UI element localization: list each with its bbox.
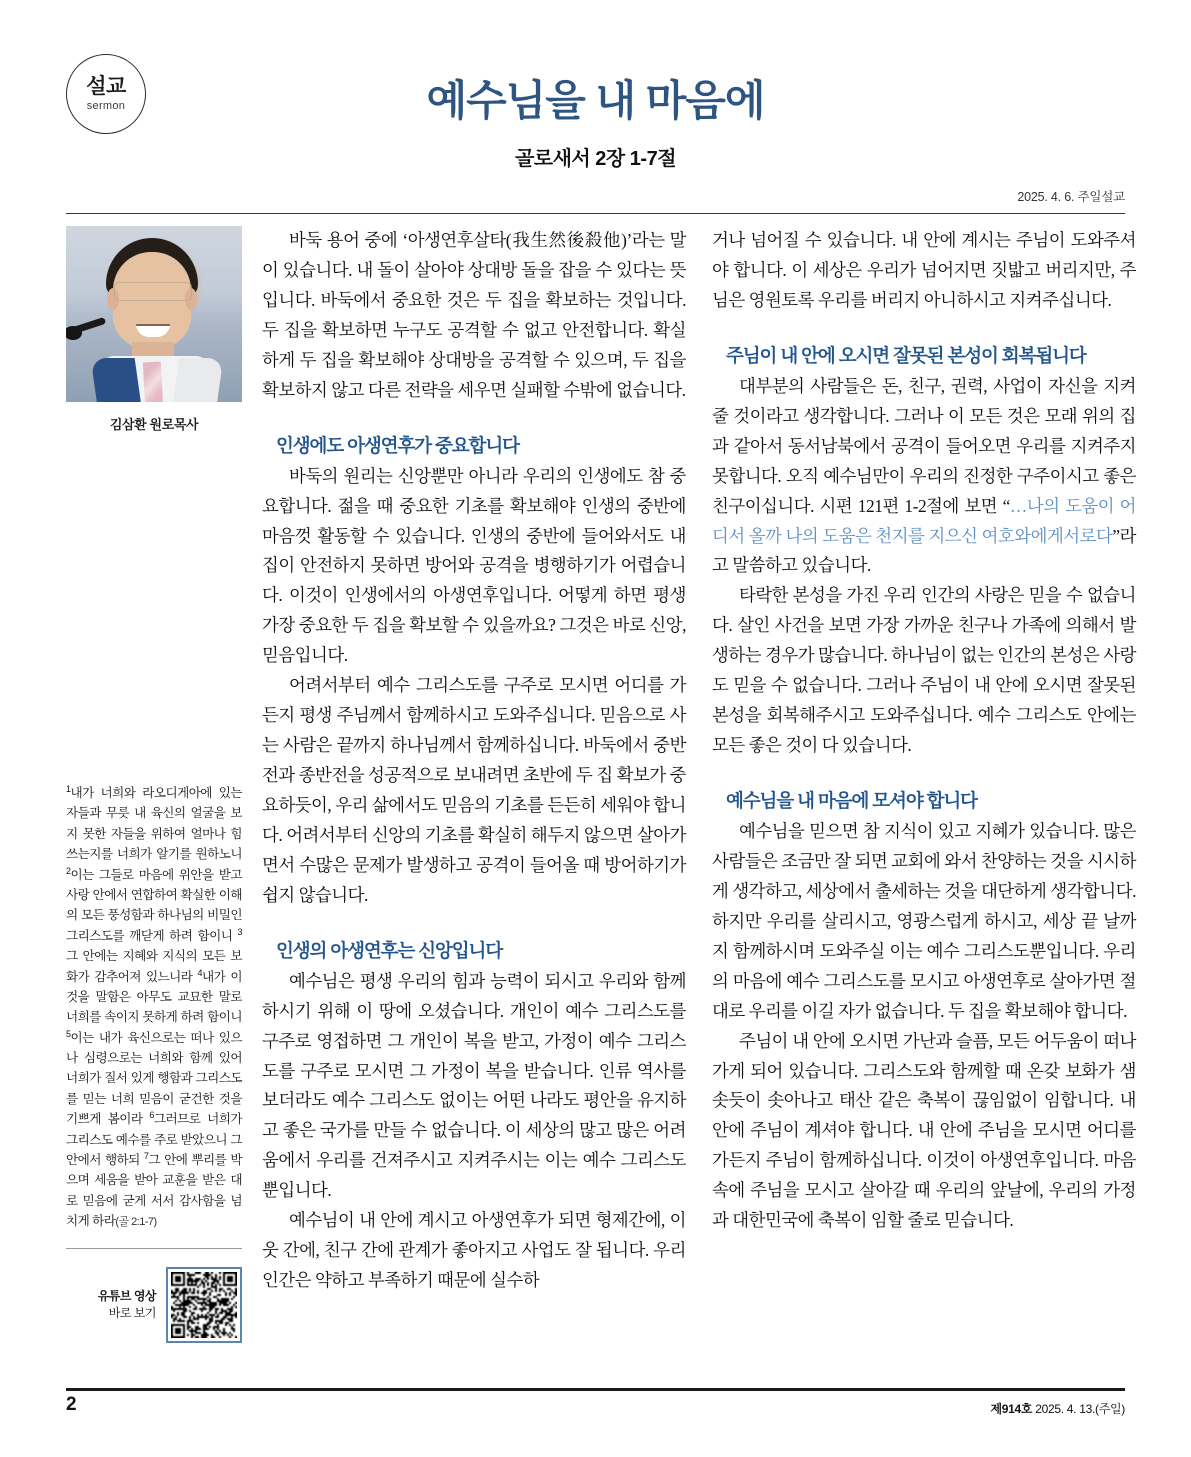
qr-code-canvas[interactable] [171, 1272, 237, 1338]
verse-number: 4 [197, 967, 203, 978]
footer-issue-number: 제914호 [990, 1402, 1033, 1416]
body-paragraph: 예수님은 평생 우리의 힘과 능력이 되시고 우리와 함께하시기 위해 이 땅에 오셨습니다. 개인이 예수 그리스도를 구주로 영접하면 그 개인이 복을 받고, 가정이 예수 그리스도를 구주로 모시면 그 가정이 복을 받습니다. 인류 역사를 보더라도 예수 그리스도 없이는 어떤 나라도 평안을 유지하고 좋은 국가를 만들 수 없습니다. 이 세상의 많고 많은 어려움에서 우리를 건져주시고 지켜주시는 이는 예수 그리스도뿐입니다. [262, 970, 686, 1201]
preacher-photo [66, 226, 242, 402]
footer-issue-date: 2025. 4. 13.(주일) [1035, 1402, 1125, 1416]
verse-number: 3 [237, 926, 242, 937]
article-column-right [712, 226, 1136, 1236]
body-paragraph: 타락한 본성을 가진 우리 인간의 사랑은 믿을 수 없습니다. 살인 사건을 보면 가장 가까운 친구나 가족에 의해서 발생하는 경우가 많습니다. 하나님이 없는 인간의 본성은 사랑도 믿을 수 없습니다. 그러나 주님이 내 안에 오시면 잘못된 본성을 회복해주시고 도와주십니다. 예수 그리스도 안에는 모든 좋은 것이 다 있습니다. [712, 585, 1136, 756]
verse-number: 1 [66, 783, 71, 794]
scripture-passage: $^1$내가 너희와 라오디게아에 있는 자들과 무릇 내 육신의 얼굴을 보지 못한 자들을 위하여 얼마나 힘쓰는지를 너희가 알기를 원하노니 $^2$이는 그들로 마음에 위안을 받고 사랑 안에서 연합하여 확실한 이해의 모든 풍성함과 하나님의 비밀인 그리스도를 깨닫게 하려 함이니 $^3$그 안에는 지혜와 지식의 모든 보화가 감추어져 있느니라 $^4$내가 이것을 말함은 아무도 교묘한 말로 너희를 속이지 못하게 하려 함이니 $^5$이는 내가 육신으로는 떠나 있으나 심령으로는 너희와 함께 있어 너희가 질서 있게 행함과 그리스도를 믿는 너희 믿음이 굳건한 것을 기쁘게 봄이라 $^6$그러므로 너희가 그리스도 예수를 주로 받았으니 그 안에서 행하되 $^7$그 안에 뿌리를 박으며 세움을 받아 교훈을 받은 대로 믿음에 굳게 서서 감사함을 넘치게 하라(골 2:1-7) [66, 783, 242, 1229]
qr-label-bold: 유튜브 영상 [97, 1288, 156, 1303]
photo-caption: 김삼환 원로목사 [109, 417, 199, 432]
glasses-icon [114, 282, 192, 301]
verse-number: 7 [143, 1150, 149, 1161]
youtube-qr-block[interactable] [66, 1267, 242, 1343]
footer-issue-info [990, 1400, 1125, 1417]
body-paragraph: 예수님을 믿으면 참 지식이 있고 지혜가 있습니다. 많은 사람들은 조금만 잘 되면 교회에 와서 찬양하는 것을 시시하게 생각하고, 세상에서 출세하는 것을 대단하게 생각합니다. 하지만 우리를 살리시고, 영광스럽게 하시고, 세상 끝 날까지 함께하시며 도와주실 이는 예수 그리스도뿐입니다. 우리의 마음에 예수 그리스도를 모시고 아생연후로 살아가면 절대로 우리를 이길 자가 없습니다. 두 집을 확보해야 합니다. [712, 821, 1136, 1021]
scripture-passage-ref: (골 2:1-7) [115, 1216, 157, 1229]
sermon-dateline: 2025. 4. 6. 주일설교 [1017, 190, 1125, 204]
body-paragraph: 주님이 내 안에 오시면 가난과 슬픔, 모든 어두움이 떠나가게 되어 있습니다. 그리스도와 함께할 때 온갖 보화가 샘솟듯이 솟아나고 태산 같은 축복이 끊임없이 임합니다. 내 안에 주님이 계셔야 합니다. 내 안에 주님을 모시면 어디를 가든지 주님이 함께하십니다. 이것이 아생연후입니다. 마음속에 주님을 모시고 살아갈 때 우리의 앞날에, 우리의 가정과 대한민국에 축복이 임할 줄로 믿습니다. [712, 1030, 1136, 1231]
verse-number: 2 [66, 865, 71, 876]
photo-vest-right [173, 358, 224, 402]
quoted-scripture: …나의 도움이 어디서 올까 나의 도움은 천지를 지으신 여호와에게서로다 [712, 495, 1136, 546]
body-paragraph: 예수님이 내 안에 계시고 아생연후가 되면 형제간에, 이웃 간에, 친구 간에 관계가 좋아지고 사업도 잘 됩니다. 우리 인간은 약하고 부족하기 때문에 실수하 [262, 1210, 686, 1291]
qr-divider [66, 1248, 242, 1249]
qr-label [98, 1288, 156, 1323]
body-paragraph: 바둑 용어 중에 ‘아생연후살타(我生然後殺他)’라는 말이 있습니다. 내 돌이 살아야 상대방 돌을 잡을 수 있다는 뜻입니다. 바둑에서 중요한 것은 두 집을 확보하는 것입니다. 두 집을 확보하면 누구도 공격할 수 없고 안전합니다. 확실하게 두 집을 확보해야 상대방을 공격할 수 있으며, 두 집을 확보하지 않고 다른 전략을 세우면 실패할 수밖에 없습니다. [262, 230, 686, 400]
article-column-middle [262, 226, 686, 1296]
header-divider [66, 213, 1125, 214]
sermon-badge-korean: 설교 [86, 75, 126, 98]
sidebar-column [66, 226, 242, 1343]
sermon-badge-english: sermon [86, 100, 126, 112]
body-paragraph: 대부분의 사람들은 돈, 친구, 권력, 사업이 자신을 지켜줄 것이라고 생각합니다. 그러나 이 모든 것은 모래 위의 집과 같아서 동서남북에서 공격이 들어오면 우리를 지켜주지 못합니다. 오직 예수님만이 우리의 진정한 구주이시고 좋은 친구이십니다. 시편 121편 1-2절에 보면 “…나의 도움이 어디서 올까 나의 도움은 천지를 지으신 여호와에게서로다”라고 말씀하고 있습니다. [712, 375, 1136, 576]
page-header [0, 0, 1191, 212]
section-heading: 주님이 내 안에 오시면 잘못된 본성이 회복됩니다 [726, 344, 1086, 366]
section-heading: 예수님을 내 마음에 모셔야 합니다 [726, 790, 977, 811]
body-paragraph: 바둑의 원리는 신앙뿐만 아니라 우리의 인생에도 참 중요합니다. 젊을 때 중요한 기초를 확보해야 인생의 중반에 마음껏 활동할 수 있습니다. 인생의 중반에 들어와서도 내 집이 안전하지 못하면 방어와 공격을 병행하기가 어렵습니다. 이것이 인생에서의 아생연후입니다. 어떻게 하면 평생 가장 중요한 두 집을 확보할 수 있을까요? 그것은 바로 신앙, 믿음입니다. [262, 465, 686, 666]
scripture-reference-subtitle: 골로새서 2장 1-7절 [514, 148, 677, 170]
body-paragraph: 어려서부터 예수 그리스도를 구주로 모시면 어디를 가든지 평생 주님께서 함께하시고 도와주십니다. 믿음으로 사는 사람은 끝까지 하나님께서 함께하십니다. 바둑에서 중반전과 종반전을 성공적으로 보내려면 초반에 두 집 확보가 중요하듯이, 우리 삶에서도 믿음의 기초를 든든히 세워야 합니다. 어려서부터 신앙의 기초를 확실히 해두지 않으면 살아가면서 수많은 문제가 발생하고 공격이 들어올 때 방어하기가 쉽지 않습니다. [262, 675, 686, 905]
page-number: 2 [66, 1394, 77, 1415]
verse-number: 6 [149, 1110, 154, 1121]
photo-vest-left [91, 358, 142, 402]
page-title: 예수님을 내 마음에 [426, 77, 765, 124]
body-paragraph: 거나 넘어질 수 있습니다. 내 안에 계시는 주님이 도와주셔야 합니다. 이 세상은 우리가 넘어지면 짓밟고 버리지만, 주님은 영원토록 우리를 버리지 아니하시고 지켜주십니다. [712, 230, 1136, 310]
section-heading: 인생의 아생연후는 신앙입니다 [276, 939, 503, 961]
qr-code[interactable] [166, 1267, 242, 1343]
microphone-head-icon [66, 326, 82, 340]
verse-number: 5 [66, 1028, 71, 1039]
photo-necktie [143, 362, 163, 402]
footer-divider [66, 1388, 1125, 1391]
qr-label-sub: 바로 보기 [108, 1306, 156, 1321]
section-heading: 인생에도 아생연후가 중요합니다 [276, 434, 519, 456]
